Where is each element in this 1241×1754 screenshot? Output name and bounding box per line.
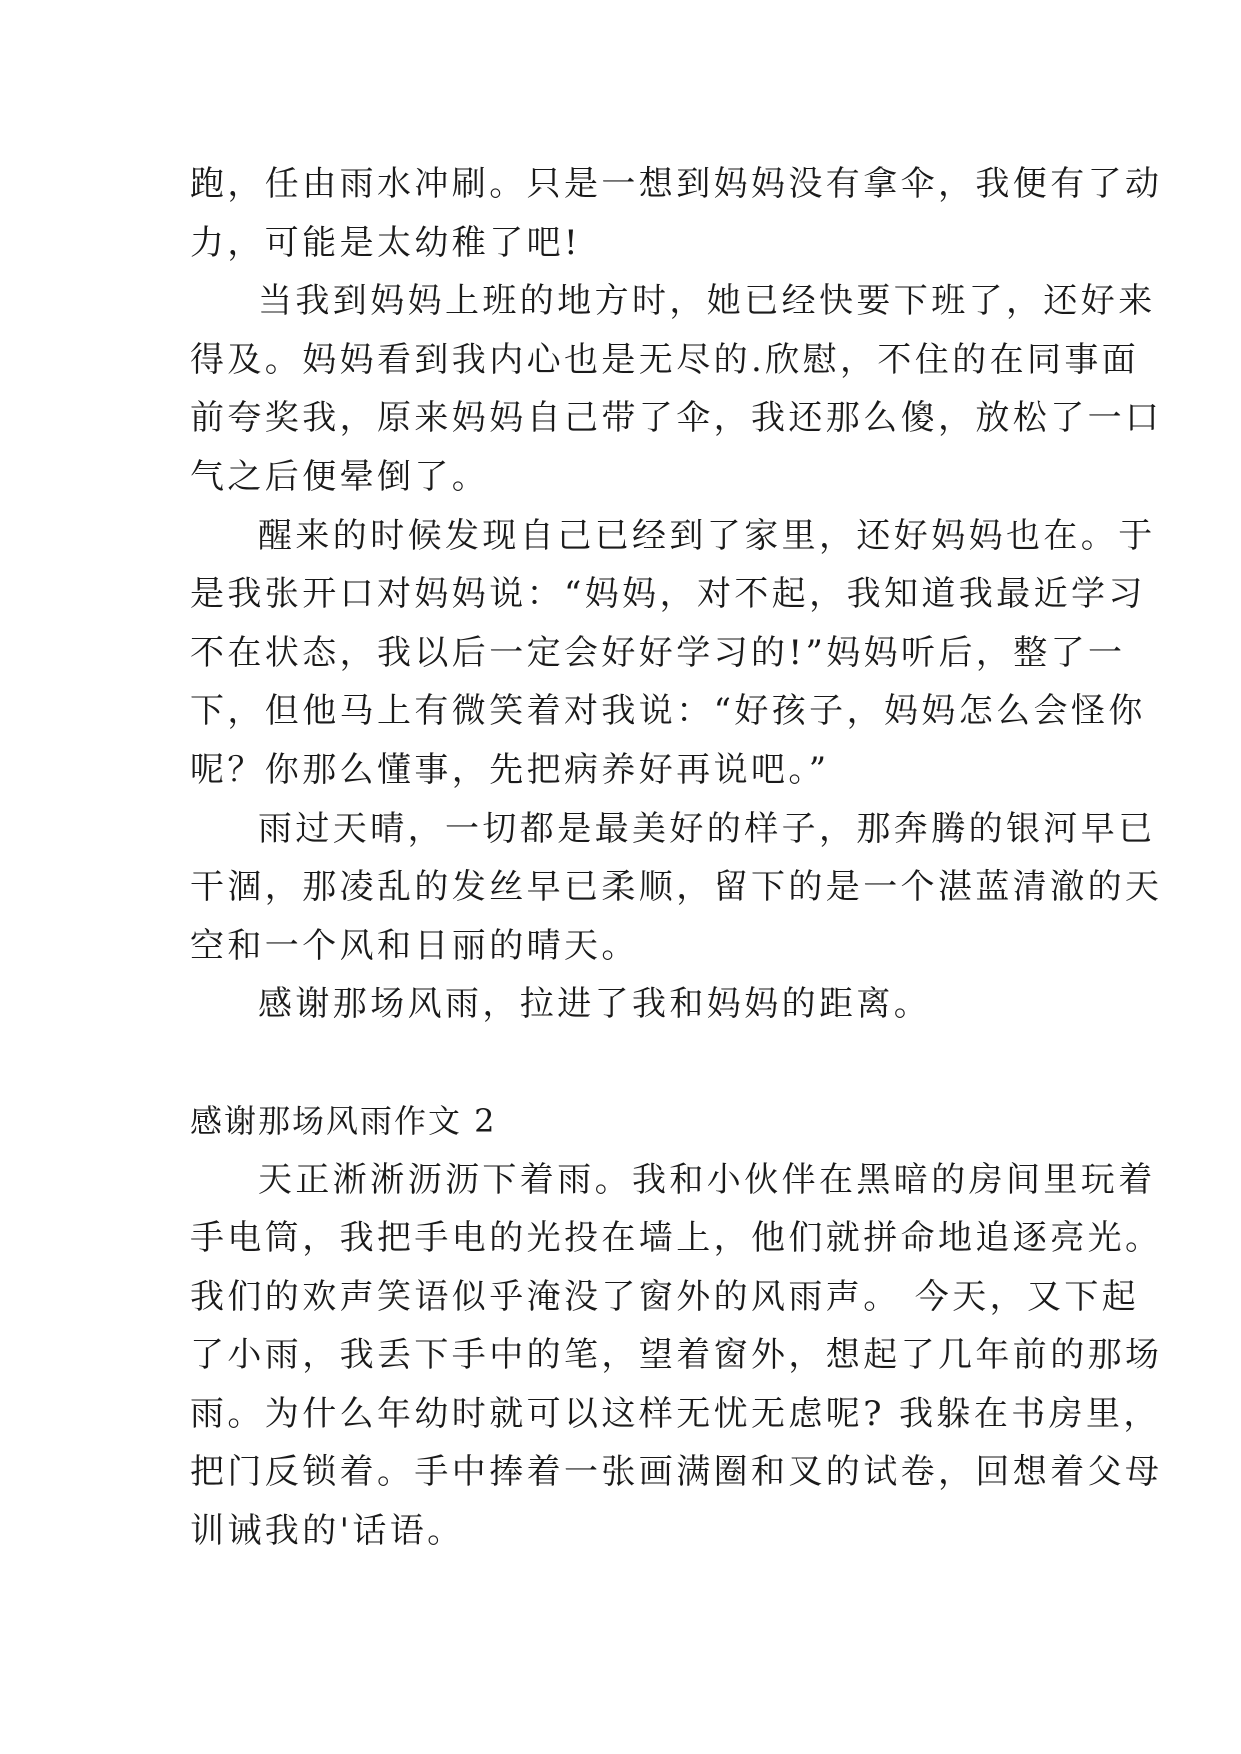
text-line: 干涸，那凌乱的发丝早已柔顺，留下的是一个湛蓝清澈的天 (190, 867, 1163, 908)
text-line: 呢？你那么懂事，先把病养好再说吧。” (190, 749, 830, 790)
text-line: 感谢那场风雨，拉进了我和妈妈的距离。 (258, 984, 932, 1025)
text-line: 前夸奖我，原来妈妈自己带了伞，我还那么傻，放松了一口 (190, 398, 1163, 439)
text-line: 下，但他马上有微笑着对我说：“好孩子，妈妈怎么会怪你 (190, 691, 1146, 732)
text-line: 是我张开口对妈妈说：“妈妈，对不起，我知道我最近学习 (190, 574, 1146, 615)
text-line: 力，可能是太幼稚了吧! (190, 222, 582, 263)
text-line: 跑，任由雨水冲刷。只是一想到妈妈没有拿伞，我便有了动 (190, 164, 1163, 204)
text-line: 了小雨，我丢下手中的笔，望着窗外，想起了几年前的那场 (190, 1335, 1163, 1376)
paragraph (190, 1151, 1163, 1561)
text-line: 得及。妈妈看到我内心也是无尽的.欣慰，不住的在同事面 (190, 339, 1140, 380)
text-line: 天正淅淅沥沥下着雨。我和小伙伴在黑暗的房间里玩着 (258, 1159, 1156, 1200)
text-line: 雨过天晴，一切都是最美好的样子，那奔腾的银河早已 (258, 808, 1156, 849)
text-line: 把门反锁着。手中捧着一张画满圈和叉的试卷，回想着父母 (190, 1452, 1163, 1493)
text-line: 不在状态，我以后一定会好好学习的!”妈妈听后，整了一 (190, 632, 1126, 673)
text-line: 当我到妈妈上班的地方时，她已经快要下班了，还好来 (258, 281, 1156, 322)
text-line: 气之后便晕倒了。 (190, 456, 490, 497)
paragraph (190, 507, 1156, 800)
text-line: 空和一个风和日丽的晴天。 (190, 925, 639, 966)
paragraph (190, 975, 1060, 1034)
document-page (190, 155, 1163, 1561)
text-line: 训诫我的'话语。 (190, 1511, 465, 1552)
text-line: 我们的欢声笑语似乎淹没了窗外的风雨声。 今天，又下起 (190, 1276, 1140, 1317)
text-line: 醒来的时候发现自己已经到了家里，还好妈妈也在。于 (258, 515, 1156, 556)
paragraph (190, 272, 1163, 506)
paragraph (190, 155, 1163, 272)
text-line: 雨。为什么年幼时就可以这样无忧无虑呢? 我躲在书房里， (190, 1393, 1161, 1434)
paragraph (190, 800, 1163, 976)
text-line: 手电筒，我把手电的光投在墙上，他们就拼命地追逐亮光。 (190, 1218, 1163, 1259)
section-heading: 感谢那场风雨作文 2 (190, 1101, 497, 1140)
